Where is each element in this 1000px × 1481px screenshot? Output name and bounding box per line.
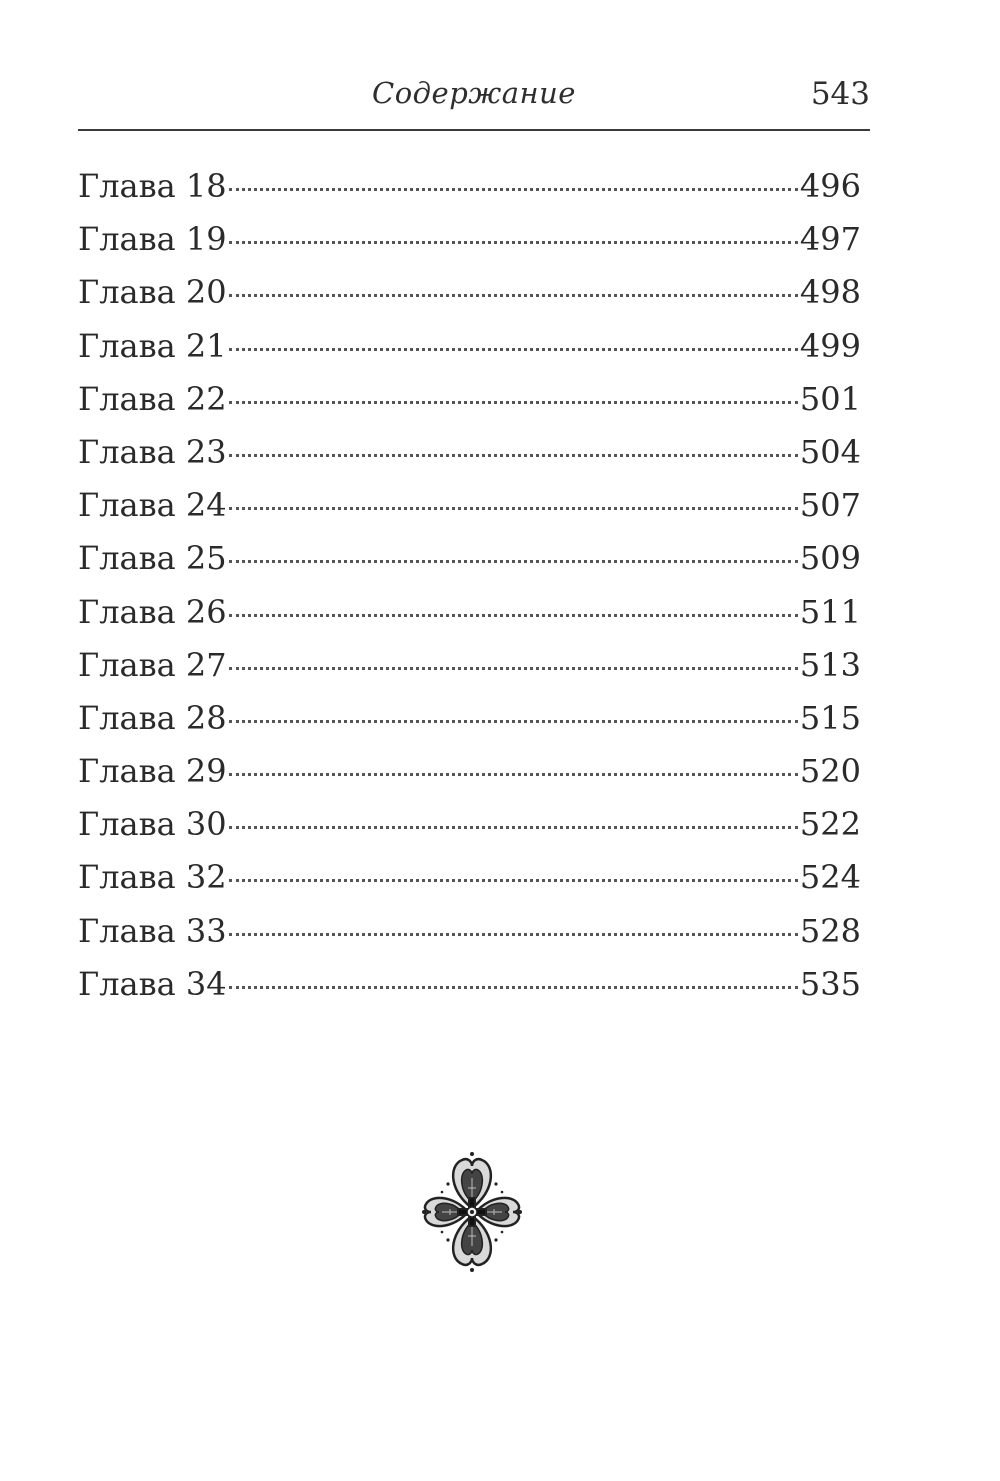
quatrefoil-ornament-icon [420,1148,524,1276]
dot-leader [229,720,798,723]
toc-entry [78,586,861,639]
toc-entry-page: 515 [799,698,861,737]
toc-entry-page: 520 [799,752,861,791]
page-number: 543 [810,76,870,112]
dot-leader [229,986,798,989]
table-of-contents [78,160,861,1011]
toc-entry [78,266,861,319]
toc-entry-label: Глава 25 [78,539,227,578]
toc-entry [78,532,861,585]
toc-entry-page: 522 [799,805,861,844]
toc-entry-page: 511 [799,592,861,631]
toc-entry [78,213,861,266]
toc-entry-label: Глава 30 [78,805,227,844]
toc-entry-label: Глава 33 [78,911,227,950]
dot-leader [229,826,798,829]
toc-entry [78,320,861,373]
toc-entry-page: 507 [799,486,861,525]
running-header [78,70,870,120]
toc-entry-label: Глава 21 [78,326,227,365]
dot-leader [229,401,798,404]
toc-entry-label: Глава 19 [78,220,227,259]
dot-leader [229,507,798,510]
dot-leader [229,560,798,563]
toc-entry-page: 513 [799,645,861,684]
toc-entry-label: Глава 20 [78,273,227,312]
toc-entry-page: 497 [799,220,861,259]
toc-entry [78,798,861,851]
dot-leader [229,933,798,936]
toc-entry [78,905,861,958]
toc-entry [78,160,861,213]
toc-entry-label: Глава 22 [78,379,227,418]
toc-entry-label: Глава 24 [78,486,227,525]
dot-leader [229,773,798,776]
toc-entry-page: 498 [799,273,861,312]
toc-entry [78,958,861,1011]
toc-entry-label: Глава 28 [78,698,227,737]
toc-entry-page: 496 [799,167,861,205]
toc-entry-label: Глава 26 [78,592,227,631]
toc-entry-label: Глава 23 [78,432,227,471]
toc-entry-page: 501 [799,379,861,418]
toc-entry [78,745,861,798]
dot-leader [229,454,798,457]
toc-entry-label: Глава 34 [78,964,227,1003]
toc-entry [78,851,861,904]
running-title: Содержание [372,76,576,110]
dot-leader [229,348,798,351]
toc-entry-label: Глава 32 [78,858,227,897]
dot-leader [229,241,798,244]
toc-entry-label: Глава 27 [78,645,227,684]
dot-leader [229,294,798,297]
toc-entry [78,692,861,745]
toc-entry [78,373,861,426]
toc-entry-label: Глава 18 [78,167,227,205]
dot-leader [229,188,798,191]
toc-entry-page: 535 [799,964,861,1003]
dot-leader [229,879,798,882]
dot-leader [229,614,798,617]
header-rule [78,129,870,131]
toc-entry-page: 499 [799,326,861,365]
toc-entry [78,639,861,692]
toc-entry-label: Глава 29 [78,752,227,791]
toc-entry-page: 504 [799,432,861,471]
toc-entry [78,479,861,532]
toc-entry-page: 524 [799,858,861,897]
toc-entry [78,426,861,479]
toc-entry-page: 528 [799,911,861,950]
toc-entry-page: 509 [799,539,861,578]
dot-leader [229,667,798,670]
